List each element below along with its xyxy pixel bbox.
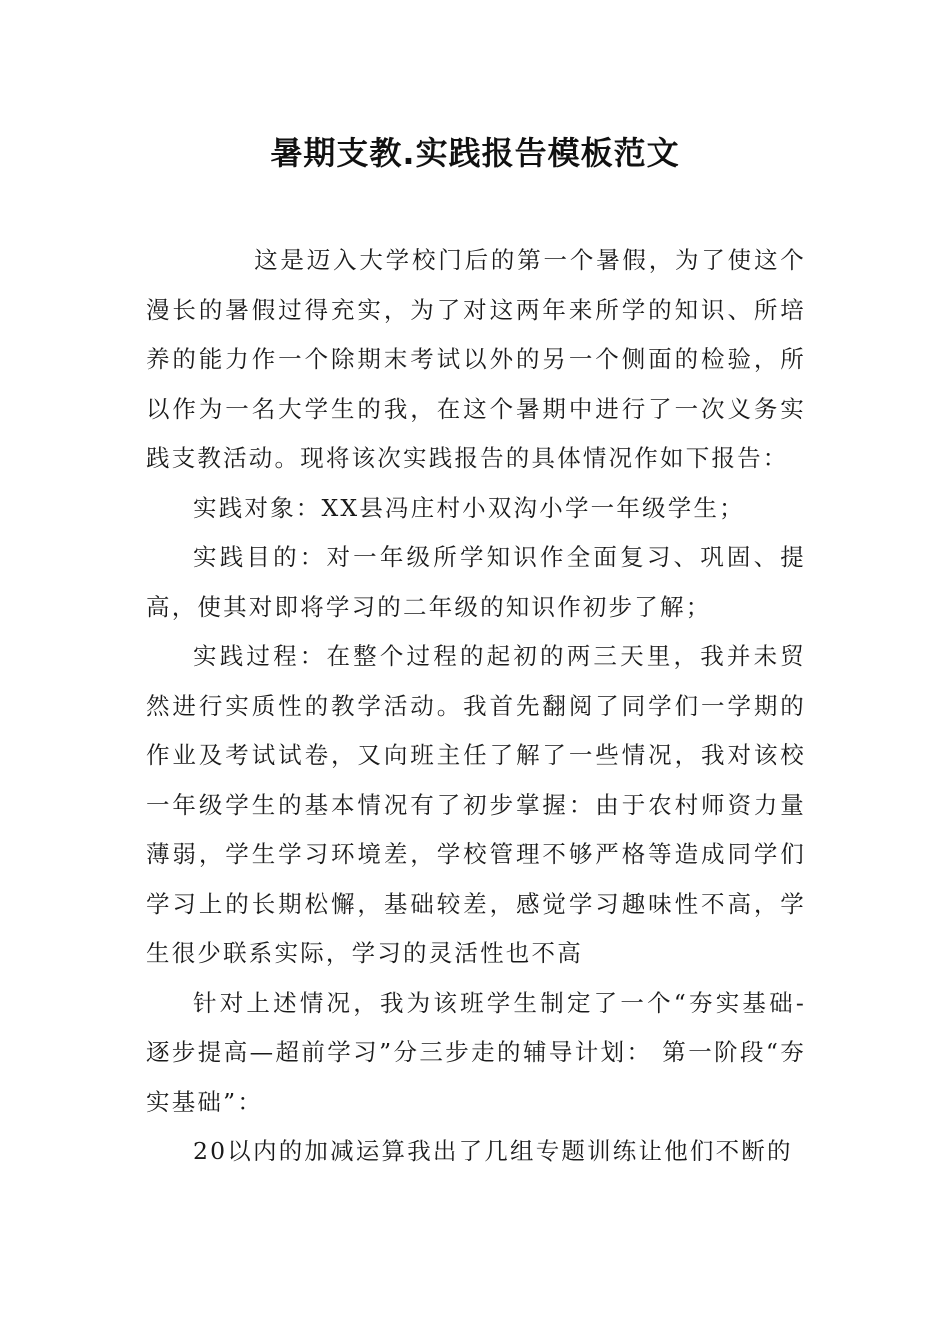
paragraph-stage-one: 20以内的加减运算我出了几组专题训练让他们不断的 (193, 1137, 793, 1165)
paragraph-practice-process: 实践过程：在整个过程的起初的两三天里，我并未贸然进行实质性的教学活动。我首先翻阅了同学们一学期的作业及考试试卷，又向班主任了解了一些情况，我对该校一年级学生的基本情况有了初步掌握：由于农村师资力量薄弱，学生学习环境差，学校管理不够严格等造成同学们学习上的长期松懈，基础较差，感觉学习趣味性不高，学生很少联系实际，学习的灵活性也不高 (146, 642, 806, 967)
paragraph-practice-target: 实践对象：XX县冯庄村小双沟小学一年级学生； (193, 493, 745, 522)
paragraph-intro: 这是迈入大学校门后的第一个暑假，为了使这个漫长的暑假过得充实，为了对这两年来所学的知识、所培养的能力作一个除期末考试以外的另一个侧面的检验，所以作为一名大学生的我，在这个暑期中进行了一次义务实践支教活动。现将该次实践报告的具体情况作如下报告： (146, 246, 806, 472)
paragraph-plan: 针对上述情况，我为该班学生制定了一个“夯实基础-逐步提高—超前学习”分三步走的辅导计划： 第一阶段“夯实基础”： (146, 988, 806, 1116)
paragraph-practice-purpose: 实践目的：对一年级所学知识作全面复习、巩固、提高，使其对即将学习的二年级的知识作初步了解； (146, 543, 806, 621)
document-title: 暑期支教.实践报告模板范文 (270, 134, 680, 172)
document-body (146, 236, 806, 1177)
